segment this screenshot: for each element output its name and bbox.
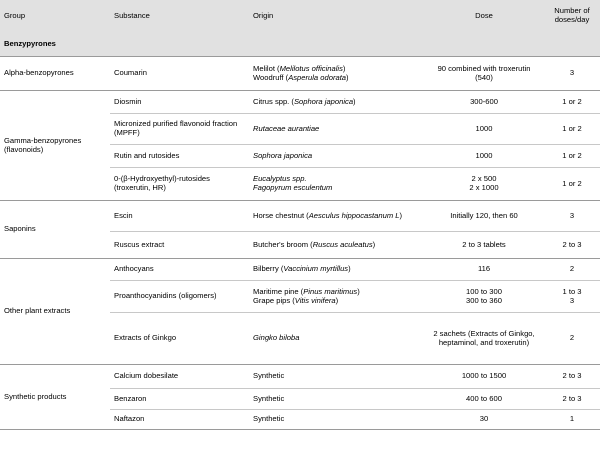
doses-per-day-cell: 2 bbox=[544, 259, 600, 281]
substance-cell: Micronized purified flavonoid fraction (MPFF) bbox=[110, 114, 249, 145]
table-row bbox=[0, 365, 600, 389]
doses-per-day-cell: 2 to 3 bbox=[544, 389, 600, 410]
section-title: Benzypyrones bbox=[0, 32, 600, 57]
section-row bbox=[0, 32, 600, 57]
dose-cell: 116 bbox=[424, 259, 544, 281]
origin-cell: Gingko biloba bbox=[249, 313, 424, 365]
table-row bbox=[0, 201, 600, 232]
dose-cell: 1000 bbox=[424, 114, 544, 145]
dose-cell: 100 to 300 300 to 360 bbox=[424, 281, 544, 313]
table-row bbox=[0, 91, 600, 114]
dose-cell: 300-600 bbox=[424, 91, 544, 114]
origin-cell: Synthetic bbox=[249, 410, 424, 430]
header-doses-per-day: Number of doses/day bbox=[544, 0, 600, 32]
doses-per-day-cell: 1 or 2 bbox=[544, 168, 600, 201]
substance-cell: Coumarin bbox=[110, 57, 249, 91]
doses-per-day-cell: 3 bbox=[544, 201, 600, 232]
doses-per-day-cell: 1 bbox=[544, 410, 600, 430]
origin-cell: Maritime pine (Pinus maritimus) Grape pips (Vitis vinifera) bbox=[249, 281, 424, 313]
substance-cell: Rutin and rutosides bbox=[110, 145, 249, 168]
dose-cell: Initially 120, then 60 bbox=[424, 201, 544, 232]
origin-cell: Eucalyptus spp. Fagopyrum esculentum bbox=[249, 168, 424, 201]
header-row bbox=[0, 0, 600, 32]
substance-cell: Ruscus extract bbox=[110, 232, 249, 259]
group-synthetic: Synthetic products bbox=[0, 365, 110, 430]
dose-cell: 1000 to 1500 bbox=[424, 365, 544, 389]
origin-cell: Horse chestnut (Aesculus hippocastanum L) bbox=[249, 201, 424, 232]
group-saponins: Saponins bbox=[0, 201, 110, 259]
substance-cell: Naftazon bbox=[110, 410, 249, 430]
dose-cell: 1000 bbox=[424, 145, 544, 168]
doses-per-day-cell: 1 or 2 bbox=[544, 91, 600, 114]
substance-cell: Diosmin bbox=[110, 91, 249, 114]
doses-per-day-cell: 1 to 3 3 bbox=[544, 281, 600, 313]
header-substance: Substance bbox=[110, 0, 249, 32]
substance-cell: Proanthocyanidins (oligomers) bbox=[110, 281, 249, 313]
origin-cell: Synthetic bbox=[249, 365, 424, 389]
dose-cell: 90 combined with troxerutin (540) bbox=[424, 57, 544, 91]
dose-cell: 2 x 500 2 x 1000 bbox=[424, 168, 544, 201]
dose-cell: 2 sachets (Extracts of Ginkgo, heptaminol, and troxerutin) bbox=[424, 313, 544, 365]
origin-cell: Melilot (Melilotus officinalis) Woodruff (Asperula odorata) bbox=[249, 57, 424, 91]
substance-cell: Anthocyans bbox=[110, 259, 249, 281]
origin-cell: Sophora japonica bbox=[249, 145, 424, 168]
group-other: Other plant extracts bbox=[0, 259, 110, 365]
doses-per-day-cell: 3 bbox=[544, 57, 600, 91]
doses-per-day-cell: 1 or 2 bbox=[544, 114, 600, 145]
dose-cell: 2 to 3 tablets bbox=[424, 232, 544, 259]
table-row bbox=[0, 57, 600, 91]
group-gamma: Gamma-benzopyrones (flavonoids) bbox=[0, 91, 110, 201]
substance-cell: Extracts of Ginkgo bbox=[110, 313, 249, 365]
header-origin: Origin bbox=[249, 0, 424, 32]
origin-cell: Synthetic bbox=[249, 389, 424, 410]
doses-per-day-cell: 1 or 2 bbox=[544, 145, 600, 168]
group-alpha: Alpha-benzopyrones bbox=[0, 57, 110, 91]
header-group: Group bbox=[0, 0, 110, 32]
dose-cell: 30 bbox=[424, 410, 544, 430]
origin-cell: Rutaceae aurantiae bbox=[249, 114, 424, 145]
dose-cell: 400 to 600 bbox=[424, 389, 544, 410]
substance-cell: Escin bbox=[110, 201, 249, 232]
origin-cell: Bilberry (Vaccinium myrtillus) bbox=[249, 259, 424, 281]
origin-cell: Citrus spp. (Sophora japonica) bbox=[249, 91, 424, 114]
substance-cell: 0-(β-Hydroxyethyl)-rutosides (troxerutin, HR) bbox=[110, 168, 249, 201]
table-row bbox=[0, 259, 600, 281]
doses-per-day-cell: 2 bbox=[544, 313, 600, 365]
header-dose: Dose bbox=[424, 0, 544, 32]
origin-cell: Butcher's broom (Ruscus aculeatus) bbox=[249, 232, 424, 259]
doses-per-day-cell: 2 to 3 bbox=[544, 232, 600, 259]
doses-per-day-cell: 2 to 3 bbox=[544, 365, 600, 389]
substance-cell: Benzaron bbox=[110, 389, 249, 410]
substance-cell: Calcium dobesilate bbox=[110, 365, 249, 389]
